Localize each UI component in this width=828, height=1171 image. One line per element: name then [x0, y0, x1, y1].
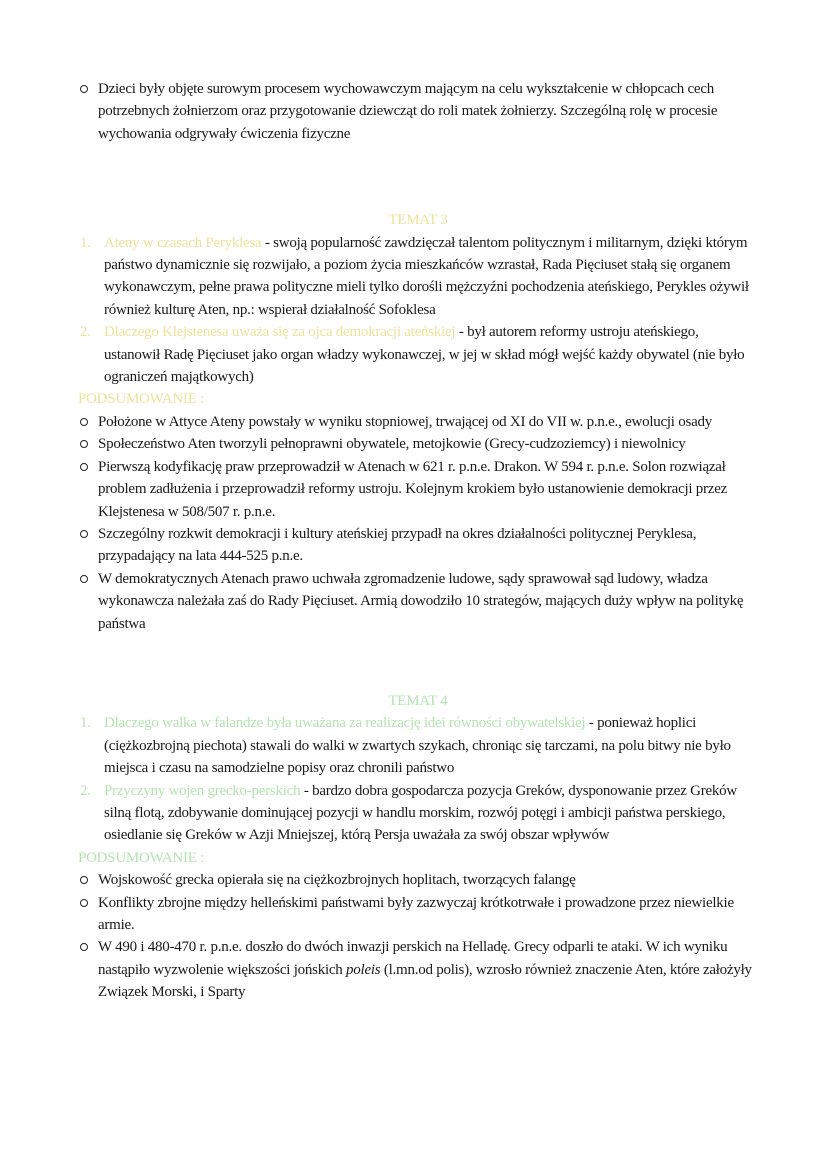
list-item — [78, 321, 758, 388]
temat-3-section — [78, 209, 758, 635]
section-title: TEMAT 4 — [388, 692, 448, 709]
list-item — [78, 232, 758, 322]
item-number: 1. — [80, 715, 91, 732]
question-text: Ateny w czasach Peryklesa — [104, 234, 262, 251]
question-text: Przyczyny wojen grecko-perskich — [104, 782, 301, 799]
document-page — [78, 78, 758, 1004]
section-title: TEMAT 3 — [388, 212, 448, 229]
item-number: 2. — [80, 324, 91, 341]
summary-list — [78, 869, 758, 1003]
summary-heading: PODSUMOWANIE : — [78, 391, 205, 408]
answer-text: - bardzo dobra gospodarcza pozycja Greków, dysponowanie przez Greków silną flotą, zdobywanie dominującej pozycji w handlu morskim, rozwój potęgi i ambicji państwa perskiego, osiedlanie się Greków w Azji Mniejszej, którą Persja uważała za swój obszar wpływów — [104, 782, 737, 844]
answer-text: - ponieważ hoplici (ciężkozbrojną piechota) stawali do walki w zwartych szykach, chroniąc się tarczami, na polu bitwy nie było miejsca i czasu na samodzielne popisy oraz chronili państwo — [104, 715, 731, 777]
list-item: Wojskowość grecka opierała się na ciężkozbrojnych hoplitach, tworzących falangę — [78, 869, 758, 891]
item-number: 2. — [80, 782, 91, 799]
intro-list — [78, 78, 758, 145]
list-item: Społeczeństwo Aten tworzyli pełnoprawni obywatele, metojkowie (Grecy-cudzoziemcy) i niewolnicy — [78, 433, 758, 455]
summary-list — [78, 411, 758, 635]
list-item: Pierwszą kodyfikację praw przeprowadził w Atenach w 621 r. p.n.e. Drakon. W 594 r. p.n.e. Solon rozwiązał problem zadłużenia i przeprowadził reformy ustroju. Kolejnym krokiem było ustanowienie demokracji przez Klejstenesa w 508/507 r. p.n.e. — [78, 456, 758, 523]
list-item — [78, 936, 758, 1003]
list-item — [78, 780, 758, 847]
list-item: Położone w Attyce Ateny powstały w wyniku stopniowej, trwającej od XI do VII w. p.n.e., ewolucji osady — [78, 411, 758, 433]
text-segment: W 490 i 480-470 r. p.n.e. doszło do dwóch inwazji perskich na Helladę. Grecy odparli te ataki. W ich wyniku nastąpiło wyzwolenie większości jońskich — [98, 939, 728, 978]
answer-text: - swoją popularność zawdzięczał talentom politycznym i militarnym, dzięki którym państwo dynamicznie się rozwijało, a poziom życia mieszkańców wzrastał, Rada Pięciuset stałą się organem wykonawczym, pełne prawa polityczne mieli tylko dorośli mężczyźni pochodzenia ateńskiego, Perykles ożywił również kulturę Aten, np.: wspierał działalność Sofoklesa — [104, 234, 749, 318]
text-segment: (l.mn.od polis), wzrosło również znaczenie Aten, które założyły Związek Morski, i Sparty — [98, 961, 752, 1001]
question-list — [78, 712, 758, 846]
temat-4-section — [78, 690, 758, 1004]
summary-heading: PODSUMOWANIE : — [78, 849, 205, 866]
list-item: Dzieci były objęte surowym procesem wychowawczym mającym na celu wykształcenie w chłopcach cech potrzebnych żołnierzom oraz przygotowanie dziewcząt do roli matek żołnierzy. Szczególną rolę w procesie wychowania odgrywały ćwiczenia fizyczne — [78, 78, 758, 145]
list-item — [78, 712, 758, 779]
list-item: Konflikty zbrojne między helleńskimi państwami były zazwyczaj krótkotrwałe i prowadzone przez niewielkie armie. — [78, 892, 758, 937]
question-text: Dlaczego walka w falandze była uważana za realizację idei równości obywatelskiej — [104, 715, 586, 732]
italic-term: poleis — [346, 961, 381, 978]
answer-text: - był autorem reformy ustroju ateńskiego, ustanowił Radę Pięciuset jako organ władzy wykonawczej, w jej w skład mógł wejść każdy obywatel (nie było ograniczeń majątkowych) — [104, 324, 745, 386]
question-text: Dlaczego Klejstenesa uważa się za ojca demokracji ateńskiej — [104, 324, 456, 341]
item-number: 1. — [80, 234, 91, 251]
list-item: Szczególny rozkwit demokracji i kultury ateńskiej przypadł na okres działalności politycznej Peryklesa, przypadający na lata 444-525 p.n.e. — [78, 523, 758, 568]
question-list — [78, 232, 758, 389]
list-item: W demokratycznych Atenach prawo uchwała zgromadzenie ludowe, sądy sprawował sąd ludowy, władza wykonawcza należała zaś do Rady Pięciuset. Armią dowodziło 10 strategów, mających duży wpływ na politykę państwa — [78, 568, 758, 635]
